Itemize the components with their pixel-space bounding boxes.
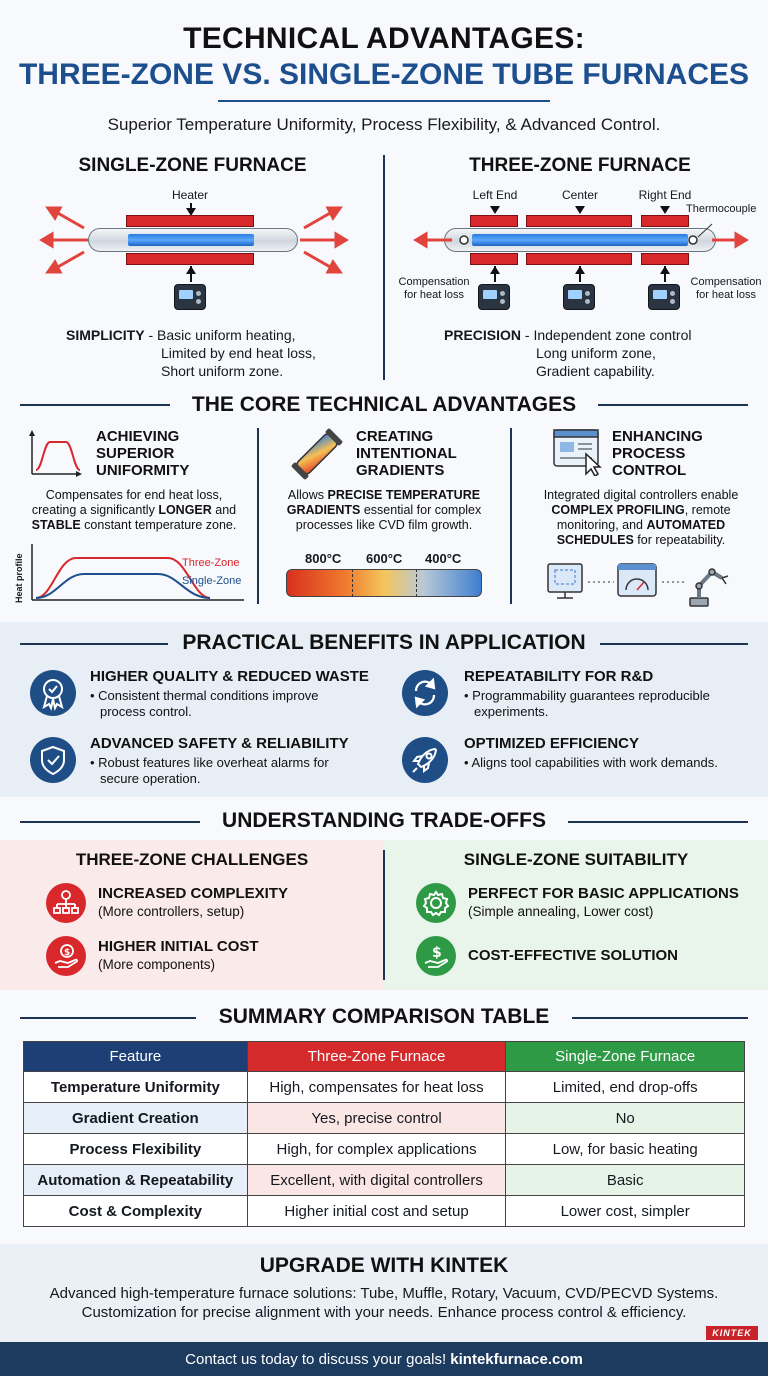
monitor-cursor-icon — [552, 426, 604, 476]
benefit-efficiency-text: • Aligns tool capabilities with work demands. — [464, 755, 718, 770]
table-row — [24, 1165, 745, 1196]
table-heading: SUMMARY COMPARISON TABLE — [218, 1005, 550, 1028]
gear-icon — [416, 883, 456, 923]
single-zone-uniform-zone — [128, 234, 254, 246]
svg-text:$: $ — [64, 948, 71, 958]
higher-initial-cost-sub: (More components) — [98, 957, 216, 972]
three-zone-challenges-heading: THREE-ZONE CHALLENGES — [75, 850, 309, 869]
controller-arrow-center — [575, 266, 585, 274]
controller-arrow — [186, 266, 196, 274]
row-three-zone-value: High, compensates for heat loss — [247, 1072, 506, 1103]
zone-label-center: Center — [561, 188, 599, 202]
furnace-divider — [383, 155, 385, 380]
table-rule-left — [20, 1017, 196, 1019]
zone-label-right: Right End — [638, 188, 692, 202]
automation-icons — [546, 560, 736, 610]
compensation-right-label: Compensation for heat loss — [690, 276, 762, 301]
core-heading: THE CORE TECHNICAL ADVANTAGES — [191, 393, 577, 416]
robot-arm-icon — [690, 569, 728, 606]
row-three-zone-value: Excellent, with digital controllers — [247, 1165, 506, 1196]
hand-coin-icon — [46, 936, 86, 976]
row-feature: Temperature Uniformity — [24, 1072, 248, 1103]
kintek-logo: KINTEK — [706, 1326, 758, 1340]
controller-icon-left — [478, 284, 510, 310]
benefit-safety-text: • Robust features like overheat alarms for secure operation. — [90, 755, 329, 786]
heat-profile-axis-label: Heat profile — [14, 553, 24, 603]
zone-arrow-center — [575, 206, 585, 214]
comparison-table — [23, 1041, 745, 1227]
core-divider-2 — [510, 428, 512, 604]
heat-loss-arrows-right — [292, 198, 352, 278]
cta-heading: UPGRADE WITH KINTEK — [259, 1254, 509, 1277]
increased-complexity-title: INCREASED COMPLEXITY — [98, 885, 289, 902]
svg-text:$: $ — [432, 945, 442, 961]
row-feature: Gradient Creation — [24, 1103, 248, 1134]
three-zone-overlays — [412, 222, 752, 262]
control-title: ENHANCING PROCESS CONTROL — [612, 428, 703, 479]
title-underline — [218, 100, 550, 102]
shield-check-icon — [30, 737, 76, 783]
benefit-repeatability-text: • Programmability guarantees reproducible experiments. — [464, 688, 710, 719]
perfect-basic-applications-sub: (Simple annealing, Lower cost) — [468, 904, 654, 919]
uniformity-text: Compensates for end heat loss, creating a significantly LONGER and STABLE constant temperature zone. — [31, 488, 237, 532]
gradient-temp-600: 600°C — [366, 551, 403, 566]
single-zone-heading: SINGLE-ZONE FURNACE — [78, 155, 307, 176]
table-row — [24, 1134, 745, 1165]
row-single-zone-value: Low, for basic heating — [506, 1134, 745, 1165]
row-feature: Cost & Complexity — [24, 1196, 248, 1227]
row-feature: Process Flexibility — [24, 1134, 248, 1165]
increased-complexity-sub: (More controllers, setup) — [98, 904, 245, 919]
row-three-zone-value: Higher initial cost and setup — [247, 1196, 506, 1227]
controller-arrow-left — [490, 266, 500, 274]
cta-text: Advanced high-temperature furnace solutions: Tube, Muffle, Rotary, Vacuum, CVD/PECVD Systems. Customization for precise alignment with your needs. Enhance process control & efficiency. — [49, 1285, 719, 1321]
zone-arrow-left — [490, 206, 500, 214]
table-rule-right — [572, 1017, 748, 1019]
tradeoffs-rule-left — [20, 821, 200, 823]
hierarchy-icon — [46, 883, 86, 923]
perfect-basic-applications-title: PERFECT FOR BASIC APPLICATIONS — [468, 885, 739, 902]
hand-dollar-icon — [416, 936, 456, 976]
compensation-left-label: Compensation for heat loss — [398, 276, 470, 301]
three-zone-heading: THREE-ZONE FURNACE — [469, 155, 691, 176]
thermocouple-label: Thermocouple — [686, 203, 757, 215]
legend-three-zone: Three-Zone — [182, 557, 240, 569]
table-row — [24, 1072, 745, 1103]
table-row — [24, 1103, 745, 1134]
heater-top — [126, 215, 254, 227]
footer-text: Contact us today to discuss your goals! kintekfurnace.com — [185, 1351, 583, 1368]
three-zone-summary: PRECISION - Independent zone control Long uniform zone, Gradient capability. — [444, 327, 692, 379]
column-header-single-zone: Single-Zone Furnace — [506, 1042, 745, 1072]
column-header-feature: Feature — [24, 1042, 248, 1072]
higher-initial-cost-title: HIGHER INITIAL COST — [98, 938, 259, 955]
benefits-heading: PRACTICAL BENEFITS IN APPLICATION — [182, 631, 586, 654]
rocket-icon — [402, 737, 448, 783]
benefit-repeatability-title: REPEATABILITY FOR R&D — [464, 668, 654, 685]
benefit-safety-title: ADVANCED SAFETY & RELIABILITY — [90, 735, 349, 752]
core-rule-right — [598, 404, 748, 406]
row-three-zone-value: Yes, precise control — [247, 1103, 506, 1134]
row-single-zone-value: Limited, end drop-offs — [506, 1072, 745, 1103]
footer-website-link[interactable]: kintekfurnace.com — [450, 1351, 583, 1368]
controller-arrow-right — [660, 266, 670, 274]
monitor-icon — [548, 564, 582, 592]
heat-loss-arrows-left — [36, 198, 96, 278]
award-ribbon-icon — [30, 670, 76, 716]
uniformity-title: ACHIEVING SUPERIOR UNIFORMITY — [96, 428, 190, 479]
legend-single-zone: Single-Zone — [182, 575, 242, 587]
controller-icon-right — [648, 284, 680, 310]
zone-arrow-right — [660, 206, 670, 214]
zone-label-left: Left End — [472, 188, 518, 202]
gradients-text: Allows PRECISE TEMPERATURE GRADIENTS essential for complex processes like CVD film growth. — [286, 488, 482, 532]
controller-icon-center — [563, 284, 595, 310]
column-header-three-zone: Three-Zone Furnace — [247, 1042, 506, 1072]
title-line-1: TECHNICAL ADVANTAGES: — [183, 22, 585, 55]
benefit-quality-title: HIGHER QUALITY & REDUCED WASTE — [90, 668, 369, 685]
gradient-tube-icon — [288, 426, 346, 482]
core-rule-left — [20, 404, 170, 406]
row-three-zone-value: High, for complex applications — [247, 1134, 506, 1165]
benefits-rule-right — [600, 643, 748, 645]
heat-profile-chart — [18, 540, 250, 606]
tradeoffs-heading: UNDERSTANDING TRADE-OFFS — [222, 809, 546, 832]
core-divider-1 — [257, 428, 259, 604]
gradients-title: CREATING INTENTIONAL GRADIENTS — [356, 428, 457, 479]
single-zone-suitability-heading: SINGLE-ZONE SUITABILITY — [463, 850, 689, 869]
gradient-temp-400: 400°C — [425, 551, 462, 566]
repeat-arrows-icon — [402, 670, 448, 716]
tradeoffs-divider — [383, 850, 385, 980]
benefits-rule-left — [20, 643, 168, 645]
gradient-bar-divider-1 — [352, 569, 353, 597]
table-row — [24, 1196, 745, 1227]
gradient-bar-divider-2 — [416, 569, 417, 597]
heater-bottom — [126, 253, 254, 265]
row-single-zone-value: Basic — [506, 1165, 745, 1196]
row-single-zone-value: No — [506, 1103, 745, 1134]
gradient-temp-800: 800°C — [305, 551, 342, 566]
benefit-quality-text: • Consistent thermal conditions improve process control. — [90, 688, 319, 719]
cost-effective-solution-title: COST-EFFECTIVE SOLUTION — [468, 947, 679, 964]
row-single-zone-value: Lower cost, simpler — [506, 1196, 745, 1227]
benefit-efficiency-title: OPTIMIZED EFFICIENCY — [464, 735, 640, 752]
single-zone-summary: SIMPLICITY - Basic uniform heating, Limited by end heat loss, Short uniform zone. — [66, 327, 316, 379]
row-feature: Automation & Repeatability — [24, 1165, 248, 1196]
uniformity-profile-icon — [26, 428, 84, 478]
controller-icon — [174, 284, 206, 310]
tradeoffs-rule-right — [568, 821, 748, 823]
gradient-bar — [286, 569, 482, 597]
control-text: Integrated digital controllers enable COMPLEX PROFILING, remote monitoring, and AUTOMATED SCHEDULES for repeatability. — [543, 488, 739, 547]
subtitle: Superior Temperature Uniformity, Process Flexibility, & Advanced Control. — [107, 115, 661, 134]
heater-label: Heater — [171, 188, 209, 202]
title-line-2: THREE-ZONE VS. SINGLE-ZONE TUBE FURNACES — [18, 58, 750, 91]
